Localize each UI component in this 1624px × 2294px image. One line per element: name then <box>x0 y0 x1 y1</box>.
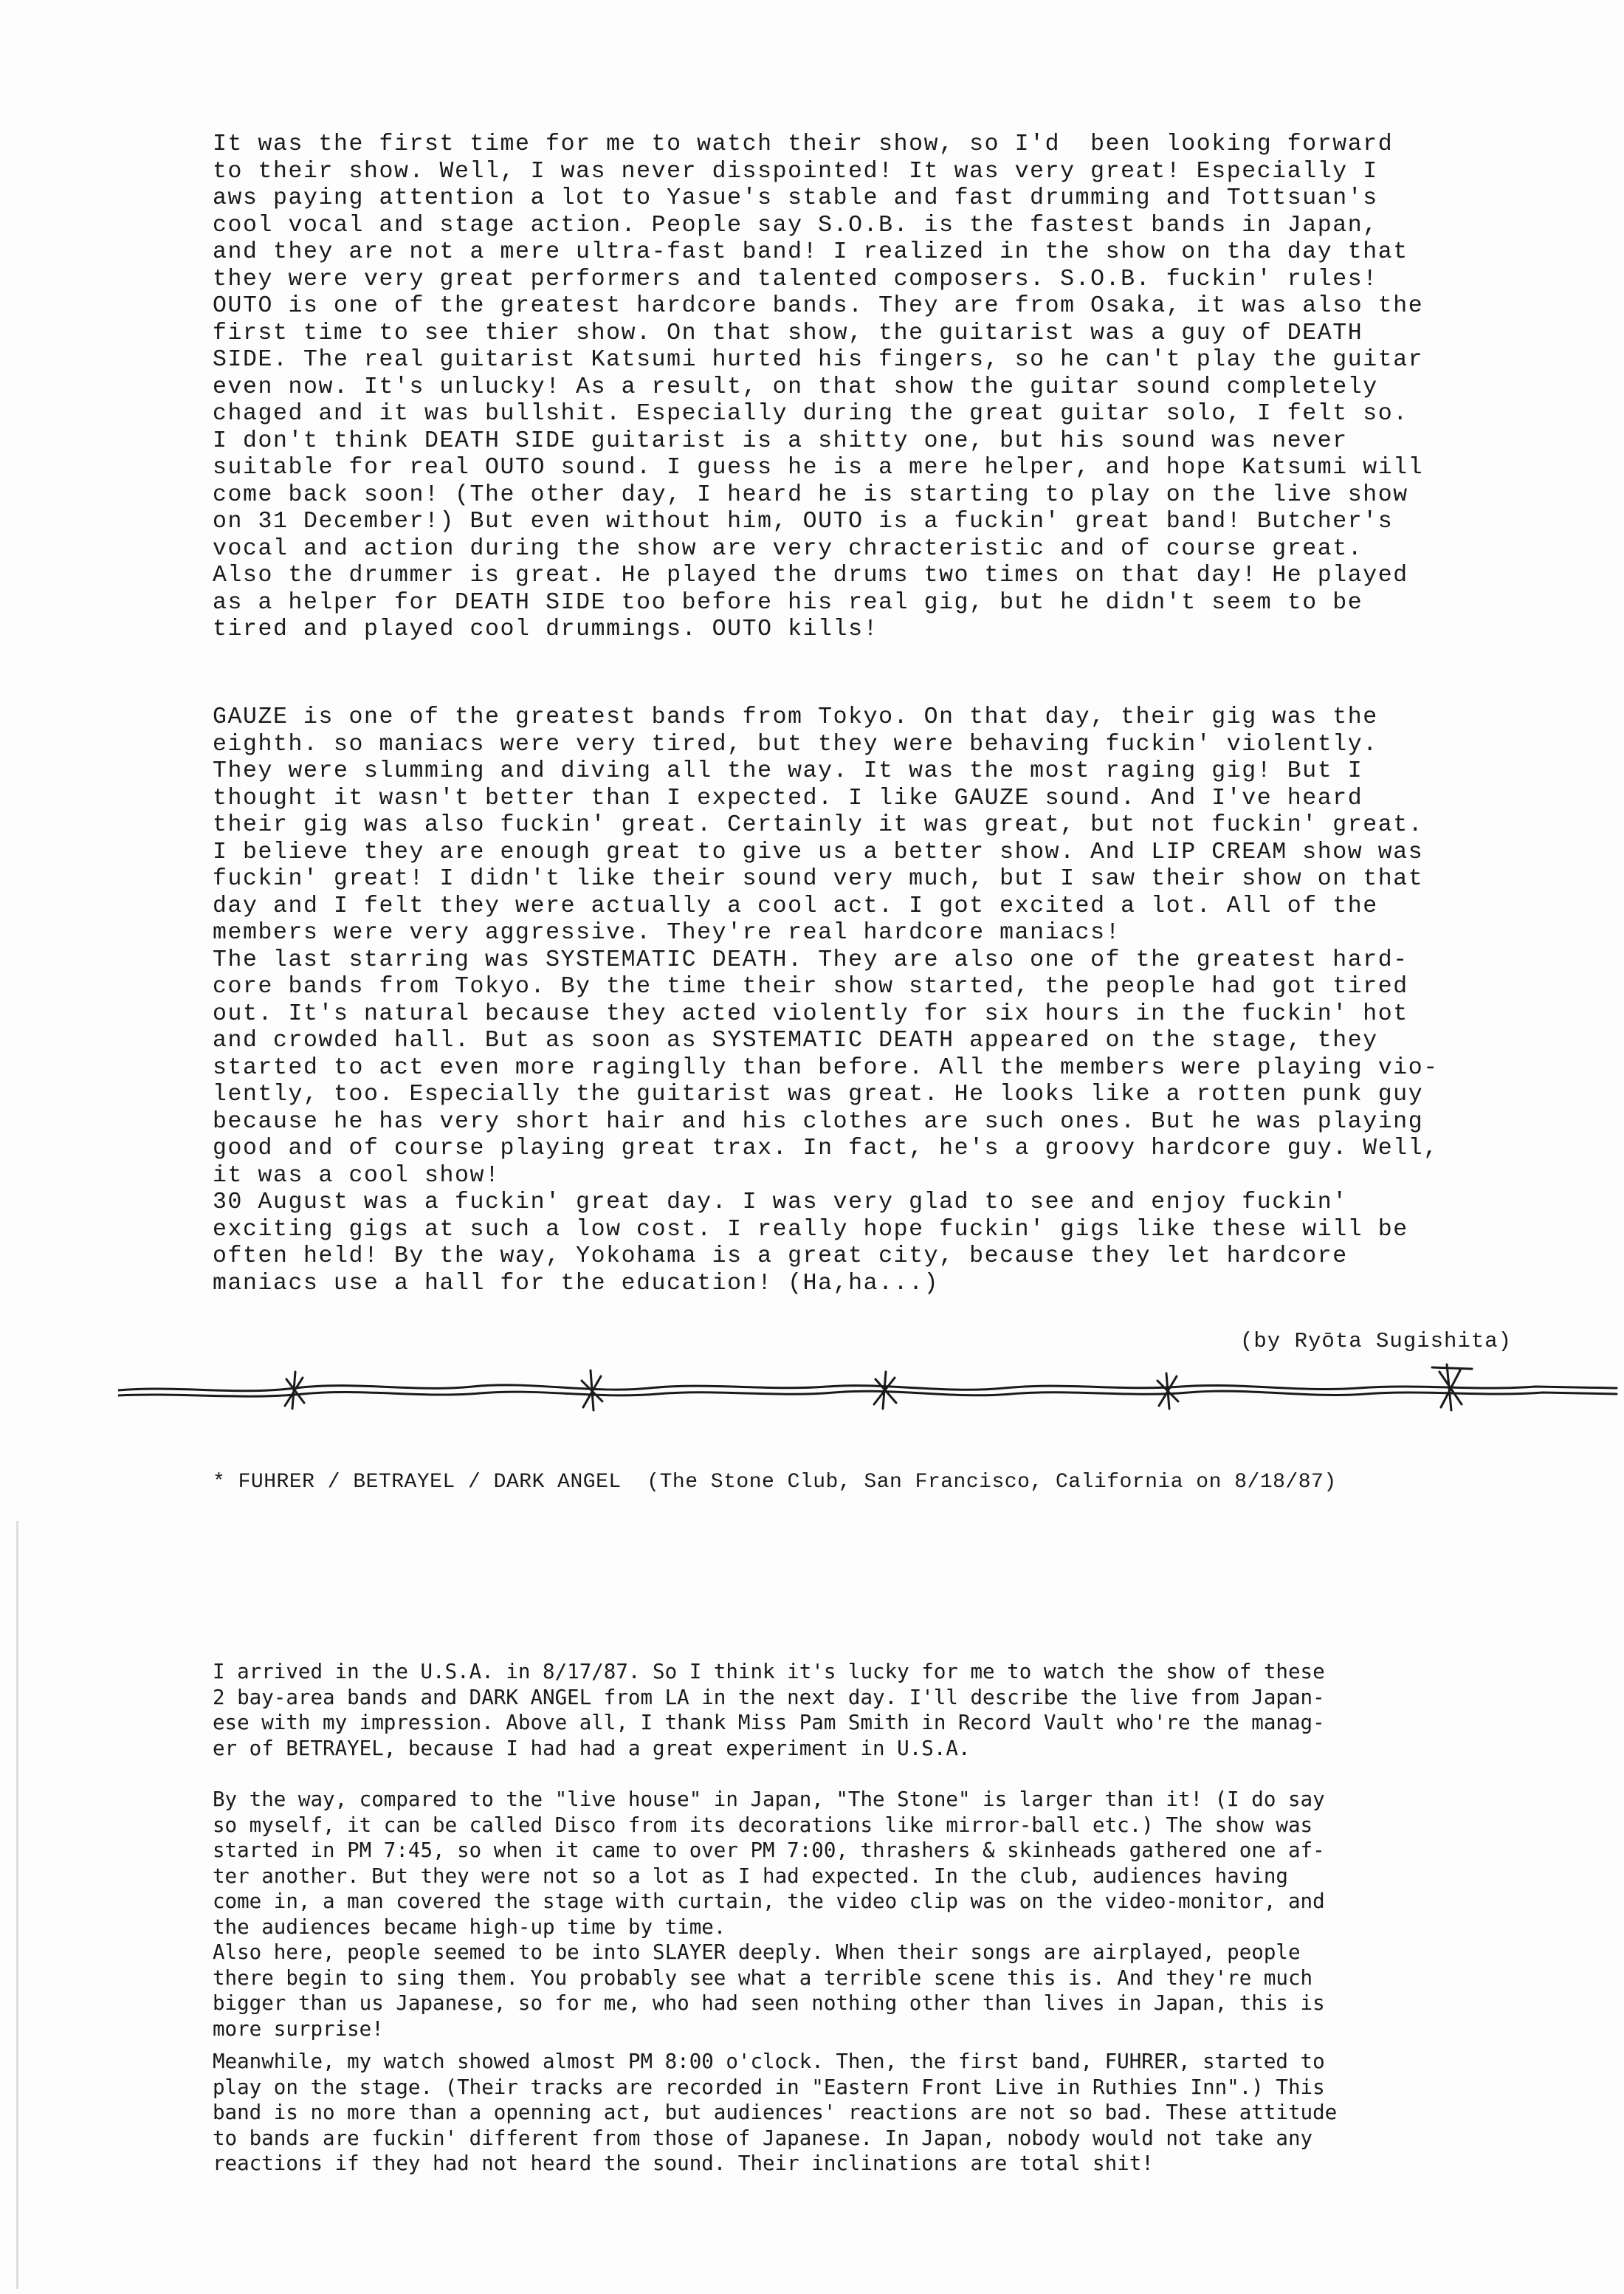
author-byline: (by Ryōta Sugishita) <box>1240 1329 1513 1353</box>
barbed-wire-divider <box>118 1357 1624 1416</box>
paragraph-the-stone: By the way, compared to the "live house" in Japan, "The Stone" is larger than it! (I do say so myself, it can be called Disco from its decorations like mirror-ball etc.) The show was started in PM 7:45, so when it came to over PM 7:00, thrashers & skinheads gathered one af- ter another. But they were not so a lot as I had expected. In the club, audiences having come in, a man covered the stage with curtain, the video clip was on the video-monitor, and the audiences became high-up time by time. Also here, people seemed to be into SLAYER deeply. When their songs are airplayed, people there begin to sing them. You probably see what a terrible scene this is. And they're much bigger than us Japanese, so for me, who had seen nothing other than lives in Japan, this is more surprise! <box>213 1788 1325 2041</box>
review-text-block-2: GAUZE is one of the greatest bands from Tokyo. On that day, their gig was the eighth. so maniacs were very tired, but they were behaving fuckin' violently. They were slumming and diving all the way. It was the most raging gig! But I thought it wasn't better than I expected. I like GAUZE sound. And I've heard their gig was also fuckin' great. Certainly it was great, but not fuckin' great. I believe they are enough great to give us a better show. And LIP CREAM show was fuckin' great! I didn't like their sound very much, but I saw their show on that day and I felt they were actually a cool act. I got excited a lot. All of the members were very aggressive. They're real hardcore maniacs! The last starring was SYSTEMATIC DEATH. They are also one of the greatest hard- core bands from Tokyo. By the time their show started, the people had got tired out. It's natural because they acted violently for six hours in the fuckin' hot and crowded hall. But as soon as SYSTEMATIC DEATH appeared on the stage, they started to act even more raginglly than before. All the members were playing vio- lently, too. Especially the guitarist was great. He looks like a rotten punk guy because he has very short hair and his clothes are such ones. But he was playing good and of course playing great trax. In fact, he's a groovy hardcore guy. Well, it was a cool show! 30 August was a fuckin' great day. I was very glad to see and enjoy fuckin' exciting gigs at such a low cost. I really hope fuckin' gigs like these will be often held! By the way, Yokohama is a great city, because they let hardcore maniacs use a hall for the education! (Ha,ha...) <box>213 704 1439 1297</box>
review-heading: * FUHRER / BETRAYEL / DARK ANGEL (The Stone Club, San Francisco, California on 8/18/87) <box>213 1471 1337 1494</box>
paragraph-arrival: I arrived in the U.S.A. in 8/17/87. So I think it's lucky for me to watch the show of these 2 bay-area bands and DARK ANGEL from LA in the next day. I'll describe the live from Japan- ese with my impression. Above all, I thank Miss Pam Smith in Record Vault who're the manag- er of BETRAYEL, because I had had a great experiment in U.S.A. <box>213 1660 1325 1760</box>
paragraph-fuhrer: Meanwhile, my watch showed almost PM 8:00 o'clock. Then, the first band, FUHRER, started to play on the stage. (Their tracks are recorded in "Eastern Front Live in Ruthies Inn".) This band is no more than a openning act, but audiences' reactions are not so bad. These attitude to bands are fuckin' different from those of Japanese. In Japan, nobody would not take any reactions if they had not heard the sound. Their inclinations are total shit! <box>213 2050 1338 2175</box>
review-text-block-1: It was the first time for me to watch their show, so I'd been looking forward to their show. Well, I was never disspointed! It was very great! Especially I aws paying attention a lot to Yasue's stable and fast drumming and Tottsuan's cool vocal and stage action. People say S.O.B. is the fastest bands in Japan, and they are not a mere ultra-fast band! I realized in the show on tha day that they were very great performers and talented composers. S.O.B. fuckin' rules! OUTO is one of the greatest hardcore bands. They are from Osaka, it was also the first time to see thier show. On that show, the guitarist was a guy of DEATH SIDE. The real guitarist Katsumi hurted his fingers, so he can't play the guitar even now. It's unlucky! As a result, on that show the guitar sound completely chaged and it was bullshit. Especially during the great guitar solo, I felt so. I don't think DEATH SIDE guitarist is a shitty one, but his sound was never suitable for real OUTO sound. I guess he is a mere helper, and hope Katsumi will come back soon! (The other day, I heard he is starting to play on the live show on 31 December!) But even without him, OUTO is a fuckin' great band! Butcher's vocal and action during the show are very chracteristic and of course great. Also the drummer is great. He played the drums two times on that day! He played as a helper for DEATH SIDE too before his real gig, but he didn't seem to be tired and played cool drummings. OUTO kills! <box>213 131 1424 642</box>
scan-margin-line <box>16 1521 18 2289</box>
